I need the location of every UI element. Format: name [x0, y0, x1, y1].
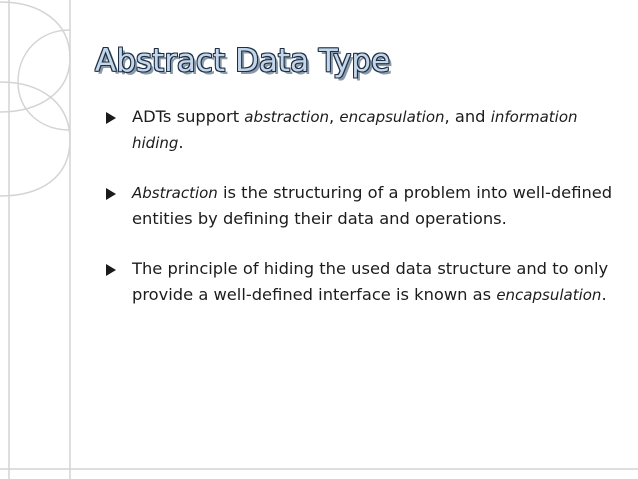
- arrow-bullet-icon: [106, 264, 116, 276]
- bullet-item: [106, 180, 616, 232]
- bullet-item: [106, 256, 616, 308]
- bullet-item: [106, 104, 616, 156]
- slide-title: Abstract Data Type: [95, 43, 391, 79]
- bullet-text: is the structuring of a problem into well-defined entities by defining their data and operations.: [132, 183, 613, 228]
- bullet-text: , and: [444, 107, 491, 126]
- bullet-text: ,: [329, 107, 340, 126]
- bullet-text: .: [178, 133, 184, 152]
- bullet-text: ADTs support: [132, 107, 245, 126]
- bullet-text: .: [601, 285, 607, 304]
- bullet-emphasis-text: information hiding: [132, 108, 578, 152]
- arrow-bullet-icon: [106, 112, 116, 124]
- arrow-bullet-icon: [106, 188, 116, 200]
- bullet-text: The principle of hiding the used data structure and to only provide a well-defined interface is known as: [132, 259, 609, 304]
- top-arc-decoration: [0, 2, 70, 112]
- bullet-emphasis-text: encapsulation: [496, 286, 602, 304]
- inner-arc-decoration: [18, 30, 70, 130]
- bullet-emphasis-text: encapsulation: [339, 108, 445, 126]
- lower-arc-decoration: [0, 82, 70, 196]
- bullet-emphasis-text: Abstraction: [132, 184, 218, 202]
- bullet-list: [106, 104, 616, 332]
- bullet-emphasis-text: abstraction: [244, 108, 330, 126]
